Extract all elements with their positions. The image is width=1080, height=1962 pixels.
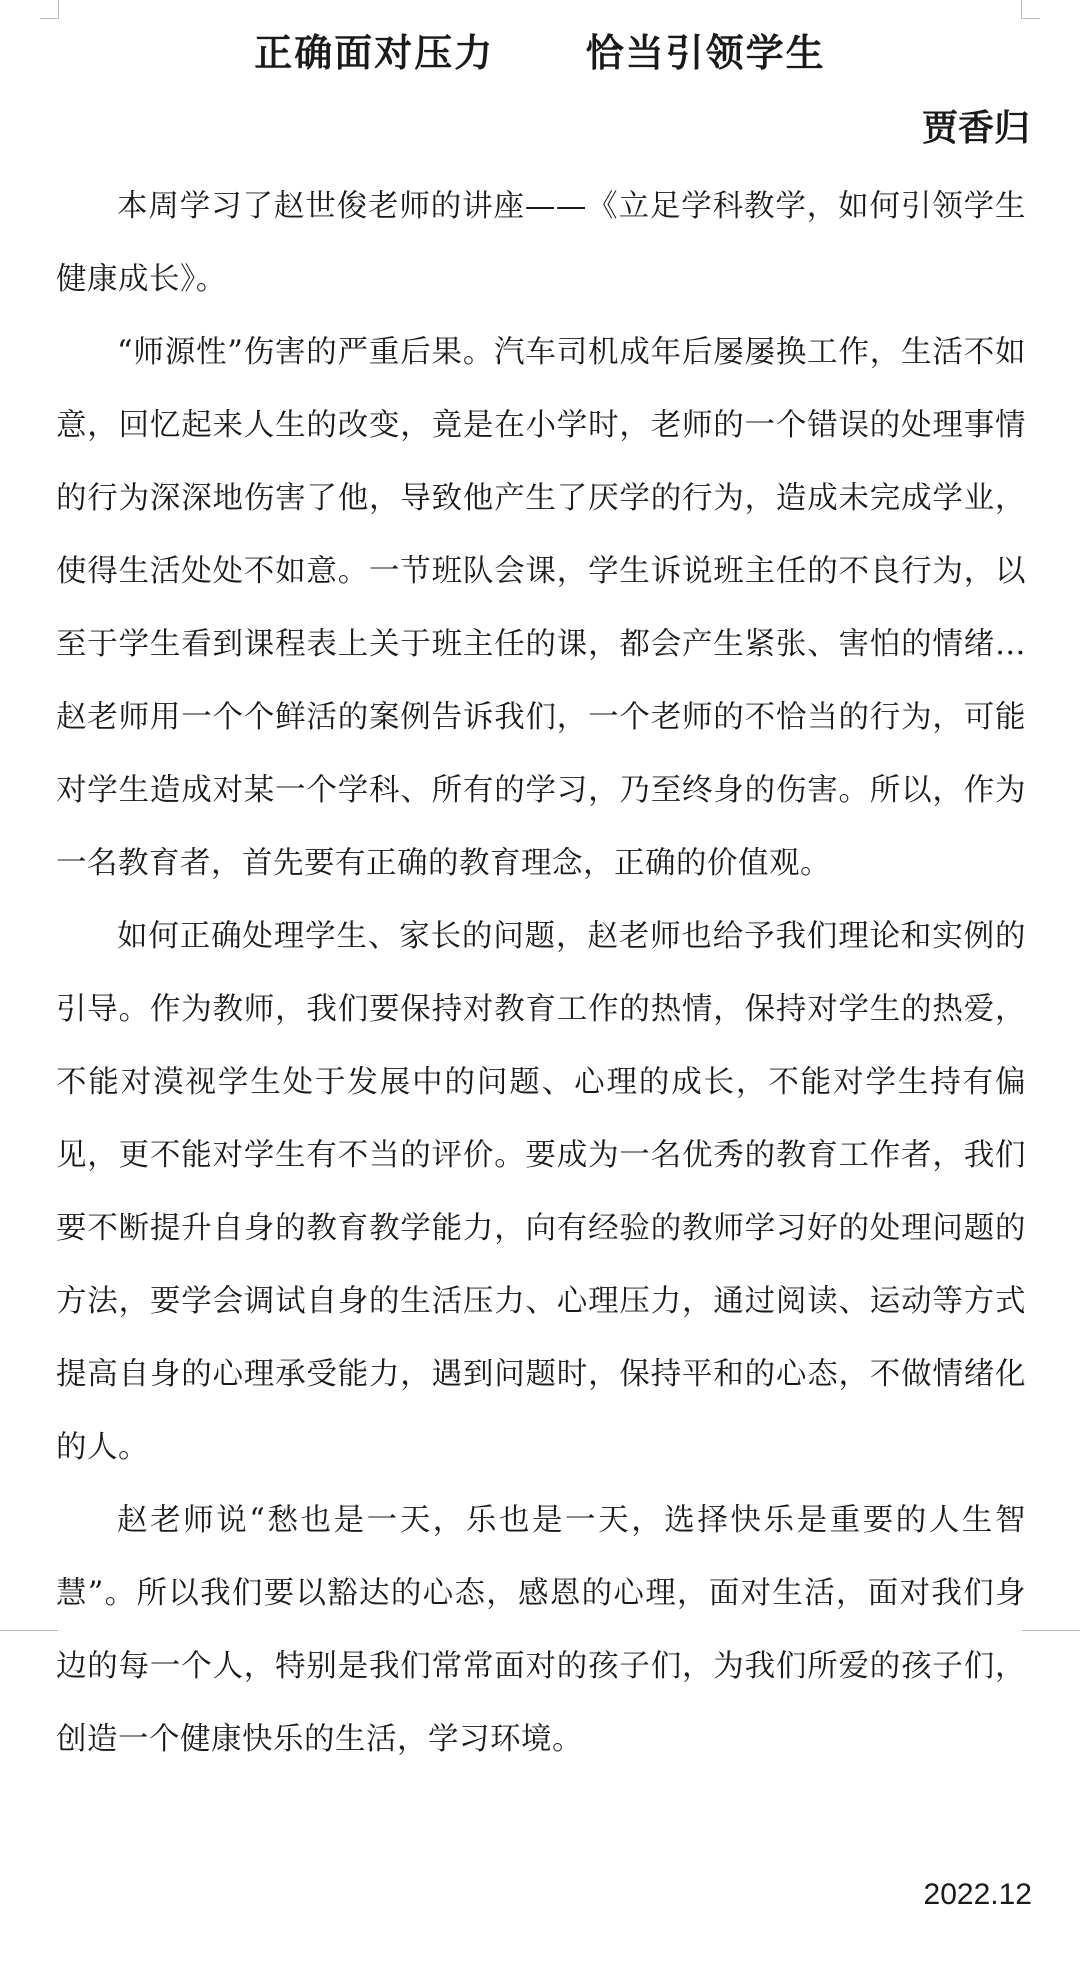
paragraph-harm: “师源性”伤害的严重后果。汽车司机成年后屡屡换工作，生活不如意，回忆起来人生的改变，竟是在小学时，老师的一个错误的处理事情的行为深深地伤害了他，导致他产生了厌学的行为，造成未完成学业，使得生活处处不如意。一节班队会课，学生诉说班主任的不良行为，以至于学生看到课程表上关于班主任的课，都会产生紧张、害怕的情绪…赵老师用一个个鲜活的案例告诉我们，一个老师的不恰当的行为，可能对学生造成对某一个学科、所有的学习，乃至终身的伤害。所以，作为一名教育者，首先要有正确的教育理念，正确的价值观。	[56, 335, 1026, 881]
document-body	[56, 170, 1026, 1776]
crop-mark-top-left	[40, 0, 59, 19]
crop-mark-top-right	[1021, 0, 1040, 19]
document-title: 正确面对压力 恰当引领学生	[254, 31, 826, 75]
author-name: 贾香归	[921, 108, 1030, 149]
document-date: 2022.12	[923, 1878, 1032, 1911]
paragraph-conclusion: 赵老师说“愁也是一天，乐也是一天，选择快乐是重要的人生智慧”。所以我们要以豁达的心态，感恩的心理，面对生活，面对我们身边的每一个人，特别是我们常常面对的孩子们，为我们所爱的孩子们，创造一个健康快乐的生活，学习环境。	[56, 1503, 1026, 1757]
paragraph-intro: 本周学习了赵世俊老师的讲座——《立足学科教学，如何引领学生健康成长》。	[56, 189, 1026, 297]
page-break-mark-right	[1022, 1630, 1080, 1631]
page-break-mark-left	[0, 1630, 58, 1631]
paragraph-guidance: 如何正确处理学生、家长的问题，赵老师也给予我们理论和实例的引导。作为教师，我们要保持对教育工作的热情，保持对学生的热爱，不能对漠视学生处于发展中的问题、心理的成长，不能对学生持有偏见，更不能对学生有不当的评价。要成为一名优秀的教育工作者，我们要不断提升自身的教育教学能力，向有经验的教师学习好的处理问题的方法，要学会调试自身的生活压力、心理压力，通过阅读、运动等方式提高自身的心理承受能力，遇到问题时，保持平和的心态，不做情绪化的人。	[56, 919, 1026, 1465]
